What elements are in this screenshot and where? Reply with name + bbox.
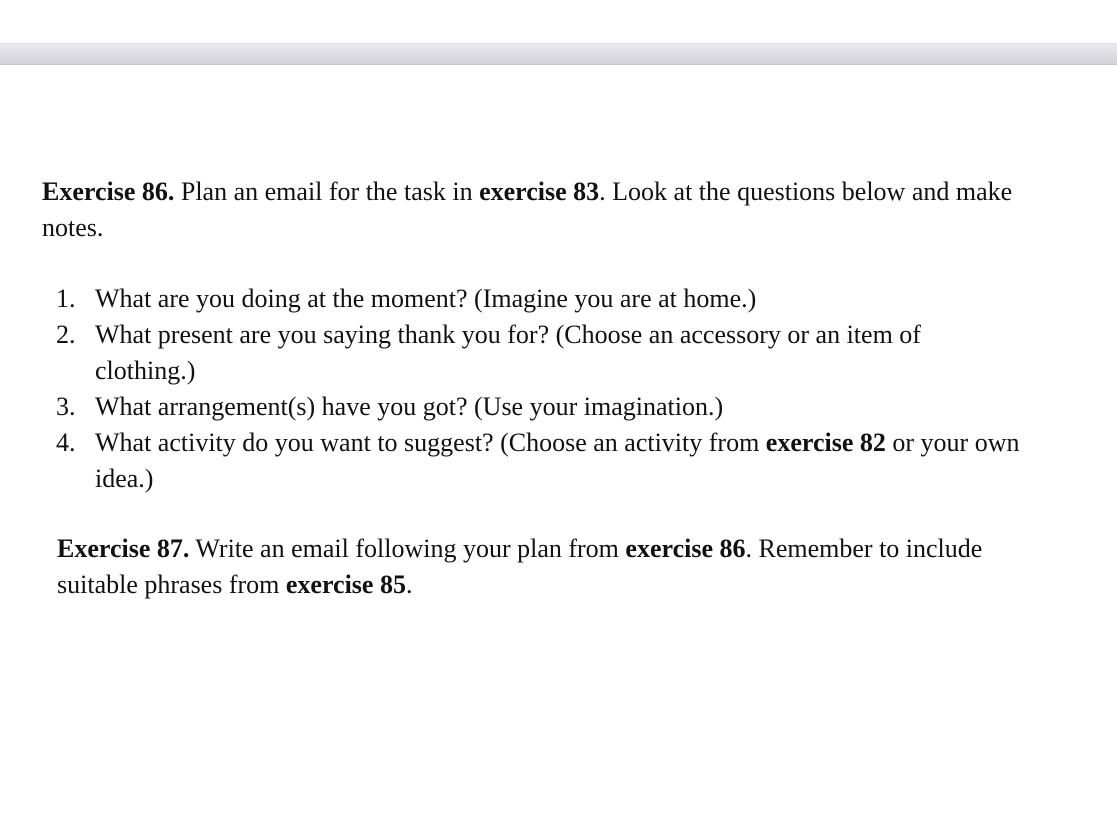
exercise-82-reference: exercise 82 xyxy=(765,428,886,457)
list-item-text: What arrangement(s) have you got? (Use your imagination.) xyxy=(95,392,724,421)
exercise-86-line-2: notes. xyxy=(42,213,104,242)
list-number: 2. xyxy=(56,320,76,349)
exercise-86-heading: Exercise 86. xyxy=(42,177,175,206)
list-item-text-part: What activity do you want to suggest? (Choose an activity from xyxy=(95,428,766,457)
exercise-87-line-1 xyxy=(57,531,982,567)
exercise-86-line-1 xyxy=(42,174,1012,210)
list-item-text: clothing.) xyxy=(95,356,196,385)
exercise-83-reference: exercise 83 xyxy=(479,177,600,206)
list-item-text: What present are you saying thank you for? (Choose an accessory or an item of xyxy=(95,320,921,349)
exercise-87-text: Write an email following your plan from xyxy=(189,534,626,563)
exercise-86-text: Plan an email for the task in xyxy=(174,177,480,206)
exercise-87-instruction xyxy=(57,531,982,603)
exercise-86-instruction xyxy=(42,174,1012,246)
exercise-86-text-cont: . Look at the questions below and make xyxy=(599,177,1013,206)
exercise-87-heading: Exercise 87. xyxy=(57,534,190,563)
exercise-85-reference: exercise 85 xyxy=(285,570,406,599)
list-number: 3. xyxy=(56,392,76,421)
viewer-top-bar xyxy=(0,43,1117,65)
exercise-86-reference: exercise 86 xyxy=(625,534,746,563)
list-number: 4. xyxy=(56,428,76,457)
exercise-87-text-line2: suitable phrases from xyxy=(57,570,286,599)
exercise-87-line-2 xyxy=(57,567,982,603)
list-item-text xyxy=(95,425,1019,461)
exercise-87-text-cont: . Remember to include xyxy=(745,534,983,563)
list-number: 1. xyxy=(56,284,76,313)
list-item-text-part: or your own xyxy=(885,428,1020,457)
list-item-text: idea.) xyxy=(95,464,154,493)
exercise-87-period: . xyxy=(405,570,413,599)
list-item-text: What are you doing at the moment? (Imagine you are at home.) xyxy=(95,284,757,313)
